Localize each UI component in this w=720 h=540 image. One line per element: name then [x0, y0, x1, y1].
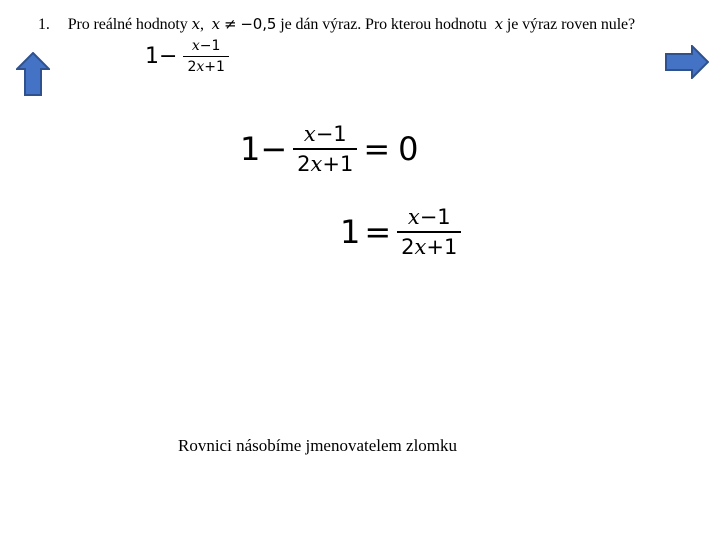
question-text-after: je výraz roven nule? [506, 16, 636, 33]
fraction-numerator: x−1 [191, 38, 221, 54]
expression-fraction [183, 38, 228, 75]
eq1-fraction [293, 122, 357, 176]
question-number: 1. [38, 16, 50, 33]
equation-1 [240, 122, 419, 176]
eq1-numerator: x−1 [303, 122, 347, 146]
eq2-numerator: x−1 [407, 205, 451, 229]
eq2-denominator: 2x+1 [401, 235, 458, 259]
eq2-equals: = [364, 213, 392, 251]
next-slide-button[interactable] [665, 45, 709, 79]
eq2-lhs: 1 [340, 213, 361, 251]
eq1-minus: − [260, 130, 288, 168]
condition-var: x [211, 15, 221, 33]
arrow-right-icon [665, 45, 709, 79]
arrow-up-icon [16, 52, 50, 96]
question-text-before: Pro reálné hodnoty [67, 16, 188, 33]
question-var-x2: x [494, 15, 503, 33]
expression-minus: − [159, 44, 178, 69]
eq1-one: 1 [240, 130, 261, 168]
expression-one: 1 [145, 44, 159, 69]
question-text [38, 15, 718, 34]
expression [145, 38, 229, 75]
question-comma: , [199, 16, 204, 33]
equation-2 [340, 205, 461, 259]
condition-neq: ≠ [223, 15, 237, 33]
instruction-note: Rovnici násobíme jmenovatelem zlomku [178, 436, 458, 455]
condition-value: −0,5 [240, 15, 277, 33]
question-var-x: x [191, 15, 200, 33]
previous-slide-button[interactable] [16, 52, 50, 96]
eq1-rhs: 0 [398, 130, 419, 168]
fraction-denominator: 2x+1 [187, 59, 225, 75]
question-text-middle: je dán výraz. Pro kterou hodnotu [280, 16, 487, 33]
eq1-denominator: 2x+1 [297, 152, 354, 176]
eq2-fraction [397, 205, 461, 259]
eq1-equals: = [363, 130, 391, 168]
